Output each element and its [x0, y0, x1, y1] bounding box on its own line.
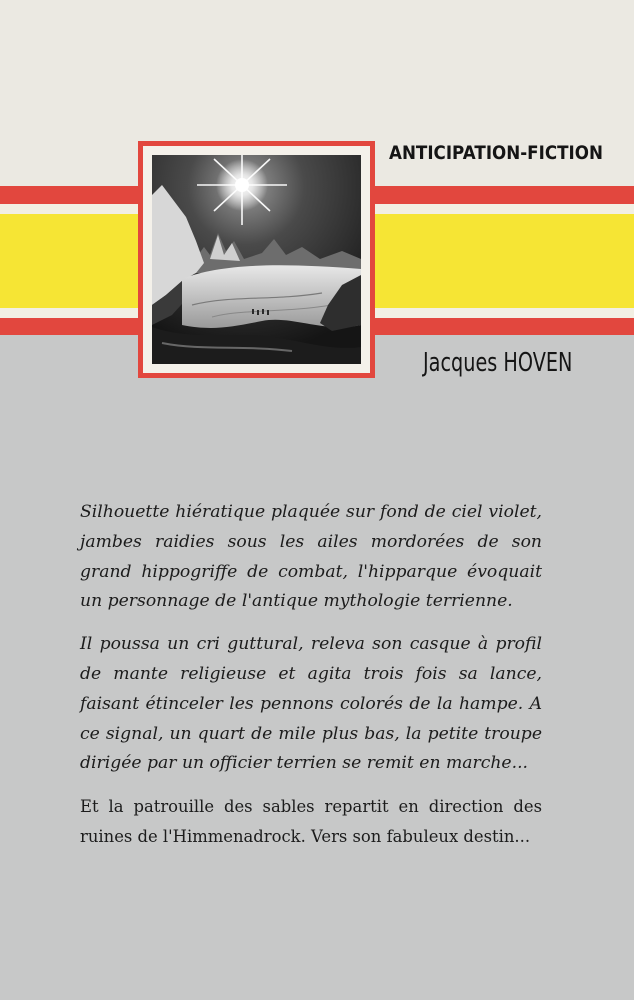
blurb-paragraph: Silhouette hiératique plaquée sur fond de ciel violet, jambes raidies sous les ailes mordorées de son grand hippogriffe de combat, l'hipparque évoquait un personnage de l'antique mythologie terrienne. [80, 502, 542, 612]
snowy-landscape-image [152, 155, 361, 364]
landscape-illustration [152, 155, 361, 364]
series-title: ANTICIPATION-FICTION [389, 142, 603, 164]
blurb [80, 498, 542, 865]
blurb-paragraph: Il poussa un cri guttural, releva son casque à profil de mante religieuse et agita trois fois sa lance, faisant étinceler les pennons colorés de la hampe. A ce signal, un quart de mile plus bas, la petite troupe dirigée par un officier terrien se remit en marche... [80, 634, 542, 774]
author-name: Jacques HOVEN [423, 348, 573, 378]
blurb-paragraph: Et la patrouille des sables repartit en direction des ruines de l'Himmenadrock. Vers son fabuleux destin... [80, 797, 542, 846]
illustration-frame [138, 141, 375, 378]
